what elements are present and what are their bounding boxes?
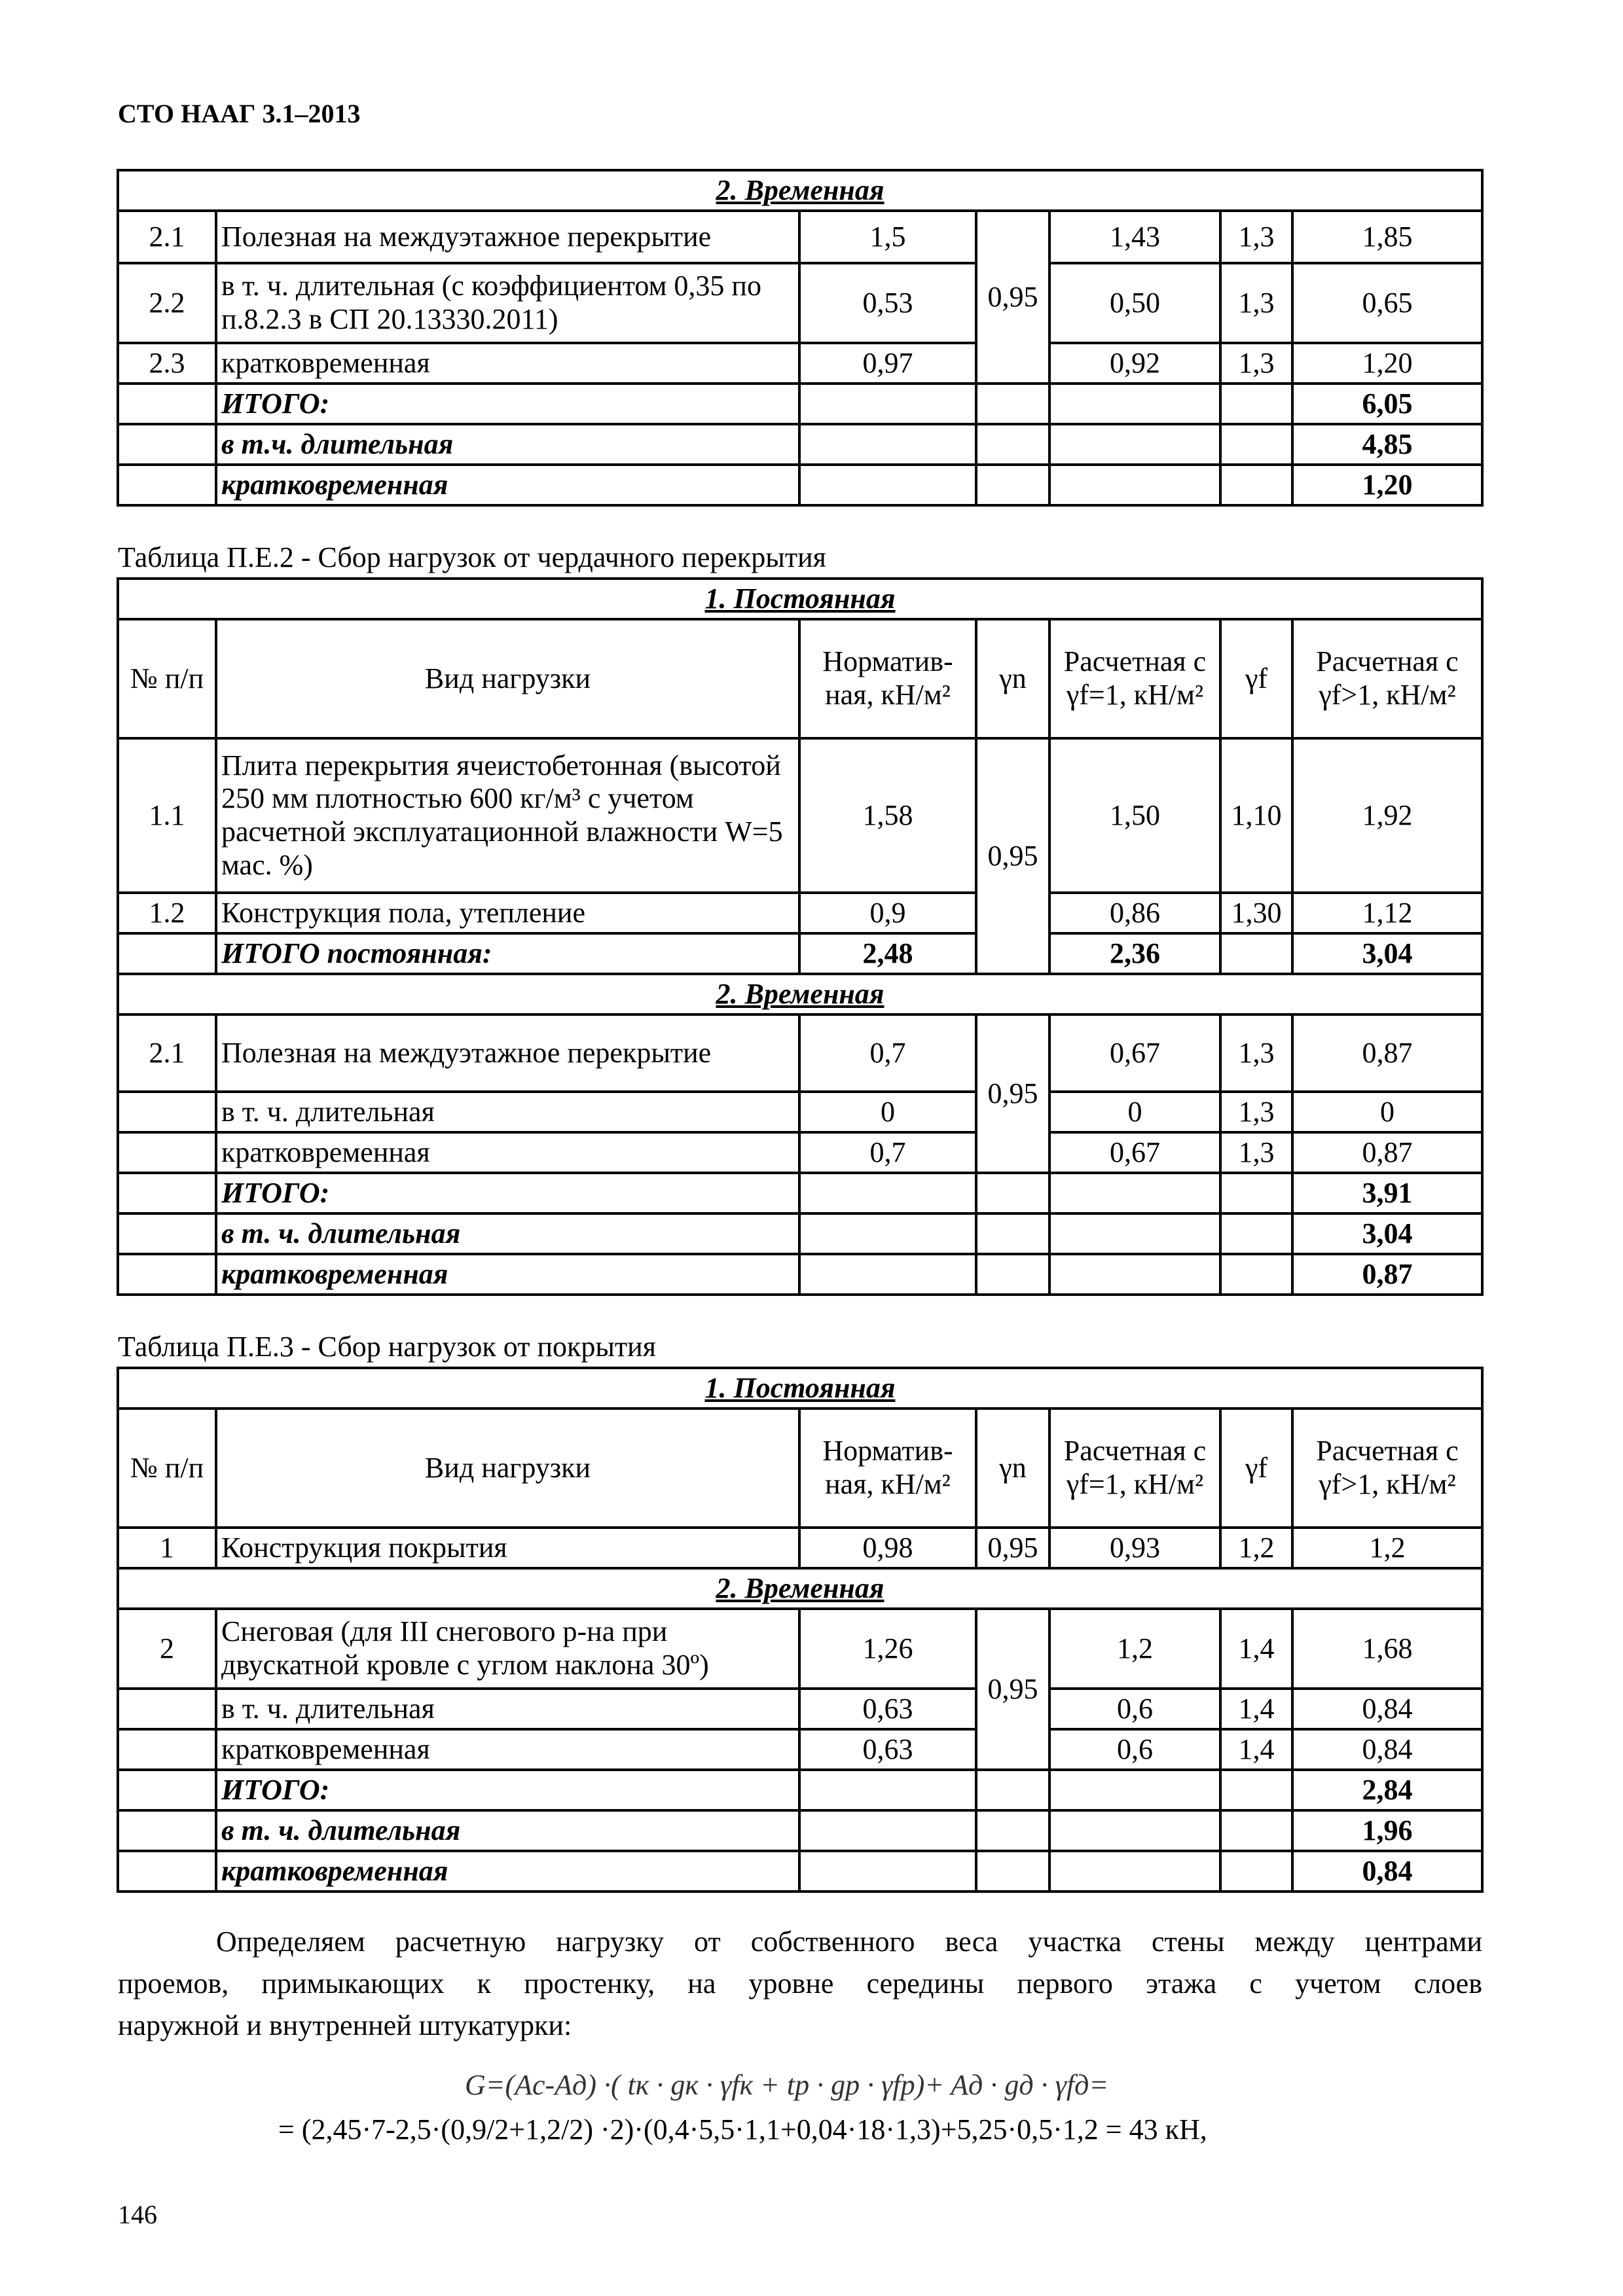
calc-value-gf1: 1,43: [1049, 211, 1220, 263]
load-name: кратковременная: [216, 343, 799, 384]
header-calc: Расчетная с γf>1, кН/м²: [1292, 619, 1482, 738]
row-number: 2.1: [118, 211, 216, 263]
total-value: 1,96: [1292, 1810, 1482, 1851]
header-name: Вид нагрузки: [216, 1408, 799, 1528]
header-gamma-n: γn: [976, 619, 1049, 738]
header-calc: Расчетная с γf>1, кН/м²: [1292, 1408, 1482, 1528]
load-name: Плита перекрытия ячеистобетонная (высотой 250 мм плотностью 600 кг/м³ с учетом расчетной эксплуатационной влажности W=5 мас. %): [216, 738, 799, 893]
total-label: кратковременная: [216, 465, 799, 505]
subtotal-label: ИТОГО постоянная:: [216, 933, 799, 974]
gamma-f-value: 1,3: [1220, 343, 1292, 384]
total-label: кратковременная: [216, 1851, 799, 1892]
normative-value: 1,26: [799, 1609, 976, 1689]
normative-value: 0,9: [799, 893, 976, 933]
load-name: кратковременная: [216, 1132, 799, 1173]
calc-value-gf1: 0,67: [1049, 1014, 1220, 1092]
gamma-n-value: 0,95: [976, 1528, 1049, 1568]
load-name: Полезная на междуэтажное перекрытие: [216, 1014, 799, 1092]
total-value: 6,05: [1292, 384, 1482, 424]
header-calc-gf1: Расчетная с γf=1, кН/м²: [1049, 619, 1220, 738]
load-name: Снеговая (для III снегового р-на при двускатной кровле с углом наклона 30º): [216, 1609, 799, 1689]
section-title: 2. Временная: [118, 974, 1482, 1014]
subtotal-normative: 2,48: [799, 933, 976, 974]
paragraph-line: Определяем расчетную нагрузку от собственного веса участка стены между центрами: [216, 1926, 1482, 1958]
normative-value: 0: [799, 1092, 976, 1132]
calc-value-gf1: 0,67: [1049, 1132, 1220, 1173]
total-label: в т. ч. длительная: [216, 1810, 799, 1851]
load-table-continued: [117, 169, 1484, 507]
calc-value-gf1: 0,93: [1049, 1528, 1220, 1568]
gamma-f-value: 1,3: [1220, 263, 1292, 343]
calc-value-gf1: 1,50: [1049, 738, 1220, 893]
gamma-f-value: 1,30: [1220, 893, 1292, 933]
page-number: 146: [118, 2200, 157, 2229]
header-gamma-n: γn: [976, 1408, 1049, 1528]
calc-value-gf1: 0,92: [1049, 343, 1220, 384]
normative-value: 0,63: [799, 1689, 976, 1729]
load-name: в т. ч. длительная (с коэффициентом 0,35 по п.8.2.3 в СП 20.13330.2011): [216, 263, 799, 343]
load-table-attic: [117, 577, 1484, 1296]
header-calc-gf1: Расчетная с γf=1, кН/м²: [1049, 1408, 1220, 1528]
total-value: 4,85: [1292, 424, 1482, 465]
body-paragraph: [118, 1921, 1482, 2047]
total-label: кратковременная: [216, 1254, 799, 1295]
normative-value: 0,7: [799, 1132, 976, 1173]
gamma-f-value: 1,3: [1220, 1092, 1292, 1132]
paragraph-line: проемов, примыкающих к простенку, на уровне середины первого этажа с учетом слоев: [118, 1967, 1482, 2000]
total-value: 0,84: [1292, 1851, 1482, 1892]
total-value: 1,20: [1292, 465, 1482, 505]
normative-value: 0,53: [799, 263, 976, 343]
normative-value: 1,58: [799, 738, 976, 893]
subtotal-calc-gf1: 2,36: [1049, 933, 1220, 974]
header-gamma-f: γf: [1220, 619, 1292, 738]
paragraph-line: наружной и внутренней штукатурки:: [118, 2009, 572, 2041]
formula-numeric: = (2,45·7-2,5·(0,9/2+1,2/2) ·2)·(0,4·5,5·1,1+0,04·18·1,3)+5,25·0,5·1,2 = 43 кН,: [278, 2113, 1207, 2145]
gamma-n-value: 0,95: [976, 211, 1049, 384]
calc-value: 1,2: [1292, 1528, 1482, 1568]
gamma-n-value: 0,95: [976, 1014, 1049, 1173]
gamma-f-value: 1,3: [1220, 1132, 1292, 1173]
load-name: в т. ч. длительная: [216, 1092, 799, 1132]
calc-value: 0,84: [1292, 1689, 1482, 1729]
calc-value: 0: [1292, 1092, 1482, 1132]
total-label: ИТОГО:: [216, 384, 799, 424]
gamma-f-value: 1,3: [1220, 211, 1292, 263]
normative-value: 1,5: [799, 211, 976, 263]
table-caption: Таблица П.Е.3 - Сбор нагрузок от покрытия: [118, 1331, 656, 1363]
load-name: Полезная на междуэтажное перекрытие: [216, 211, 799, 263]
gamma-n-value: 0,95: [976, 1609, 1049, 1770]
load-name: кратковременная: [216, 1729, 799, 1770]
total-label: ИТОГО:: [216, 1173, 799, 1213]
calc-value: 1,68: [1292, 1609, 1482, 1689]
header-num: № п/п: [118, 619, 216, 738]
calc-value-gf1: 0,6: [1049, 1689, 1220, 1729]
calc-value: 1,85: [1292, 211, 1482, 263]
total-label: ИТОГО:: [216, 1770, 799, 1810]
normative-value: 0,97: [799, 343, 976, 384]
calc-value: 1,92: [1292, 738, 1482, 893]
section-title: 1. Постоянная: [118, 1368, 1482, 1408]
header-name: Вид нагрузки: [216, 619, 799, 738]
total-label: в т. ч. длительная: [216, 1213, 799, 1254]
calc-value-gf1: 0,86: [1049, 893, 1220, 933]
calc-value: 1,20: [1292, 343, 1482, 384]
gamma-f-value: 1,3: [1220, 1014, 1292, 1092]
calc-value-gf1: 1,2: [1049, 1609, 1220, 1689]
total-value: 0,87: [1292, 1254, 1482, 1295]
gamma-f-value: 1,4: [1220, 1609, 1292, 1689]
header-normative: Норматив-ная, кН/м²: [799, 1408, 976, 1528]
header-normative: Норматив-ная, кН/м²: [799, 619, 976, 738]
total-value: 3,91: [1292, 1173, 1482, 1213]
formula-general: G=(Ac-Aд) ·( tк · gк · γfк + tр · gр · γfр)+ Aд · gд · γfд=: [465, 2069, 1109, 2101]
calc-value-gf1: 0: [1049, 1092, 1220, 1132]
section-title: 2. Временная: [118, 1568, 1482, 1609]
row-number: 2.1: [118, 1014, 216, 1092]
calc-value: 0,87: [1292, 1132, 1482, 1173]
header-num: № п/п: [118, 1408, 216, 1528]
gamma-f-value: 1,10: [1220, 738, 1292, 893]
normative-value: 0,7: [799, 1014, 976, 1092]
calc-value: 0,65: [1292, 263, 1482, 343]
total-label: в т.ч. длительная: [216, 424, 799, 465]
table-caption: Таблица П.Е.2 - Сбор нагрузок от чердачного перекрытия: [118, 541, 826, 573]
header-gamma-f: γf: [1220, 1408, 1292, 1528]
calc-value: 0,84: [1292, 1729, 1482, 1770]
subtotal-calc: 3,04: [1292, 933, 1482, 974]
calc-value: 0,87: [1292, 1014, 1482, 1092]
row-number: 2.2: [118, 263, 216, 343]
gamma-f-value: 1,4: [1220, 1729, 1292, 1770]
section-title: 2. Временная: [118, 170, 1482, 211]
row-number: 1.1: [118, 738, 216, 893]
normative-value: 0,98: [799, 1528, 976, 1568]
calc-value-gf1: 0,6: [1049, 1729, 1220, 1770]
load-name: Конструкция пола, утепление: [216, 893, 799, 933]
gamma-f-value: 1,2: [1220, 1528, 1292, 1568]
document-header: СТО НААГ 3.1–2013: [118, 99, 361, 128]
row-number: 2.3: [118, 343, 216, 384]
row-number: 1: [118, 1528, 216, 1568]
gamma-f-value: 1,4: [1220, 1689, 1292, 1729]
normative-value: 0,63: [799, 1729, 976, 1770]
row-number: 2: [118, 1609, 216, 1689]
load-table-roof: [117, 1367, 1484, 1893]
total-value: 3,04: [1292, 1213, 1482, 1254]
section-title: 1. Постоянная: [118, 579, 1482, 619]
calc-value: 1,12: [1292, 893, 1482, 933]
calc-value-gf1: 0,50: [1049, 263, 1220, 343]
load-name: Конструкция покрытия: [216, 1528, 799, 1568]
gamma-n-value: 0,95: [976, 738, 1049, 974]
total-value: 2,84: [1292, 1770, 1482, 1810]
load-name: в т. ч. длительная: [216, 1689, 799, 1729]
row-number: 1.2: [118, 893, 216, 933]
